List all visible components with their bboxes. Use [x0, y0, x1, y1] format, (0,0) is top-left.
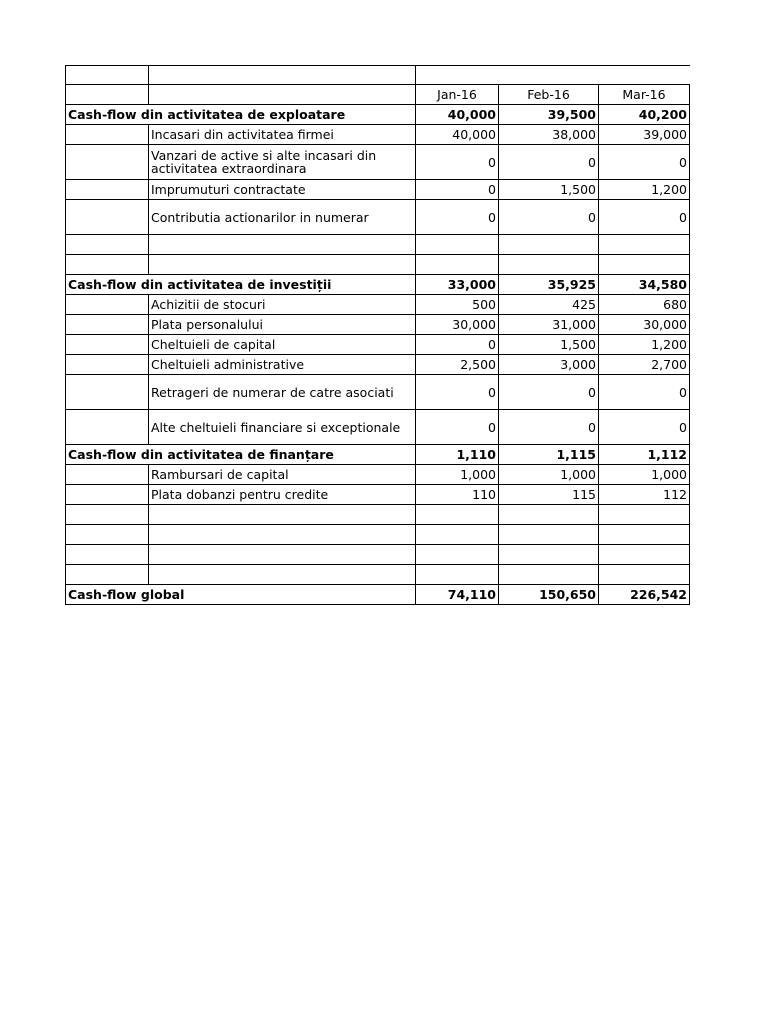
- cell-blank[interactable]: [65, 65, 148, 85]
- month-header-feb[interactable]: Feb-16: [498, 85, 598, 105]
- cell-blank[interactable]: [498, 255, 598, 275]
- cell-blank[interactable]: [65, 315, 148, 335]
- cell-blank[interactable]: [65, 355, 148, 375]
- value-mar[interactable]: 2,700: [598, 355, 690, 375]
- empty-row: [65, 525, 690, 545]
- cell-blank[interactable]: [415, 255, 498, 275]
- table-row: [65, 335, 690, 355]
- cell-blank[interactable]: [415, 235, 498, 255]
- total-feb[interactable]: 1,115: [498, 445, 598, 465]
- cell-blank[interactable]: [65, 85, 148, 105]
- value-mar[interactable]: 0: [598, 145, 690, 180]
- empty-row: [65, 255, 690, 275]
- table-row: [65, 485, 690, 505]
- total-mar[interactable]: 34,580: [598, 275, 690, 295]
- table-row: [65, 295, 690, 315]
- row-label[interactable]: Plata personalului: [148, 315, 415, 335]
- total-mar[interactable]: 1,112: [598, 445, 690, 465]
- value-jan[interactable]: 0: [415, 180, 498, 200]
- value-feb[interactable]: 3,000: [498, 355, 598, 375]
- section-row-finantare: [65, 445, 690, 465]
- cell-blank[interactable]: [598, 505, 690, 525]
- value-feb[interactable]: 0: [498, 145, 598, 180]
- value-jan[interactable]: 30,000: [415, 315, 498, 335]
- row-label[interactable]: Alte cheltuieli financiare si exceptionale: [148, 410, 415, 445]
- cell-blank[interactable]: [148, 565, 415, 585]
- month-header-row: [65, 85, 690, 105]
- value-mar[interactable]: 0: [598, 200, 690, 235]
- value-jan[interactable]: 40,000: [415, 125, 498, 145]
- cell-blank[interactable]: [65, 255, 148, 275]
- month-header-mar[interactable]: Mar-16: [598, 85, 690, 105]
- value-mar[interactable]: 680: [598, 295, 690, 315]
- total-feb[interactable]: 150,650: [498, 585, 598, 605]
- value-mar[interactable]: 1,200: [598, 180, 690, 200]
- table-row: [65, 375, 690, 410]
- empty-row: [65, 565, 690, 585]
- value-mar[interactable]: 0: [598, 375, 690, 410]
- cell-blank[interactable]: [65, 465, 148, 485]
- cell-blank[interactable]: [148, 525, 415, 545]
- row-label[interactable]: Retrageri de numerar de catre asociati: [148, 375, 415, 410]
- value-feb[interactable]: 425: [498, 295, 598, 315]
- cell-blank[interactable]: [65, 125, 148, 145]
- value-feb[interactable]: 0: [498, 410, 598, 445]
- total-feb[interactable]: 39,500: [498, 105, 598, 125]
- cashflow-sheet: [65, 65, 690, 605]
- value-jan[interactable]: 0: [415, 375, 498, 410]
- cell-blank[interactable]: [65, 410, 148, 445]
- cell-blank[interactable]: [65, 235, 148, 255]
- row-label[interactable]: Plata dobanzi pentru credite: [148, 485, 415, 505]
- total-jan[interactable]: 40,000: [415, 105, 498, 125]
- cell-blank[interactable]: [65, 565, 148, 585]
- value-feb[interactable]: 1,500: [498, 180, 598, 200]
- cell-blank[interactable]: [65, 375, 148, 410]
- cell-blank[interactable]: [598, 255, 690, 275]
- cell-blank[interactable]: [65, 485, 148, 505]
- value-jan[interactable]: 0: [415, 335, 498, 355]
- cell-blank[interactable]: [498, 545, 598, 565]
- value-mar[interactable]: 30,000: [598, 315, 690, 335]
- total-mar[interactable]: 40,200: [598, 105, 690, 125]
- cell-blank[interactable]: [498, 525, 598, 545]
- value-mar[interactable]: 39,000: [598, 125, 690, 145]
- cell-blank[interactable]: [65, 200, 148, 235]
- table-row: [65, 410, 690, 445]
- row-label[interactable]: Incasari din activitatea firmei: [148, 125, 415, 145]
- value-feb[interactable]: 0: [498, 200, 598, 235]
- cell-blank[interactable]: [65, 525, 148, 545]
- row-label[interactable]: Rambursari de capital: [148, 465, 415, 485]
- value-feb[interactable]: 0: [498, 375, 598, 410]
- value-feb[interactable]: 1,000: [498, 465, 598, 485]
- row-label[interactable]: Imprumuturi contractate: [148, 180, 415, 200]
- cell-blank[interactable]: [148, 545, 415, 565]
- cell-blank[interactable]: [498, 565, 598, 585]
- value-jan[interactable]: 110: [415, 485, 498, 505]
- table-row: [65, 145, 690, 180]
- cell-blank[interactable]: [148, 85, 415, 105]
- cell-blank[interactable]: [148, 235, 415, 255]
- value-feb[interactable]: 1,500: [498, 335, 598, 355]
- table-row: [65, 315, 690, 335]
- table-row: [65, 355, 690, 375]
- cell-blank[interactable]: [415, 565, 498, 585]
- sheet-top-row: [65, 65, 690, 85]
- value-feb[interactable]: 38,000: [498, 125, 598, 145]
- table-row: [65, 125, 690, 145]
- value-mar[interactable]: 1,200: [598, 335, 690, 355]
- section-title[interactable]: Cash-flow din activitatea de exploatare: [65, 105, 415, 125]
- cell-blank[interactable]: [415, 545, 498, 565]
- cell-blank[interactable]: [598, 235, 690, 255]
- section-row-investitii: [65, 275, 690, 295]
- value-feb[interactable]: 31,000: [498, 315, 598, 335]
- total-mar[interactable]: 226,542: [598, 585, 690, 605]
- section-title[interactable]: Cash-flow global: [65, 585, 415, 605]
- cell-blank[interactable]: [415, 505, 498, 525]
- section-title[interactable]: Cash-flow din activitatea de finanțare: [65, 445, 415, 465]
- table-row: [65, 200, 690, 235]
- row-label[interactable]: Achizitii de stocuri: [148, 295, 415, 315]
- month-header-jan[interactable]: Jan-16: [415, 85, 498, 105]
- empty-row: [65, 545, 690, 565]
- cell-blank[interactable]: [65, 505, 148, 525]
- cell-blank[interactable]: [598, 565, 690, 585]
- cell-blank[interactable]: [65, 545, 148, 565]
- cell-blank[interactable]: [65, 335, 148, 355]
- cell-blank[interactable]: [65, 180, 148, 200]
- row-label[interactable]: Contributia actionarilor in numerar: [148, 200, 415, 235]
- cell-blank[interactable]: [148, 255, 415, 275]
- section-row-exploatare: [65, 105, 690, 125]
- value-mar[interactable]: 0: [598, 410, 690, 445]
- value-feb[interactable]: 115: [498, 485, 598, 505]
- table-row: [65, 180, 690, 200]
- value-jan[interactable]: 0: [415, 200, 498, 235]
- value-jan[interactable]: 0: [415, 410, 498, 445]
- cell-blank[interactable]: [598, 545, 690, 565]
- cell-blank[interactable]: [498, 505, 598, 525]
- cell-blank[interactable]: [65, 145, 148, 180]
- empty-row: [65, 235, 690, 255]
- total-jan[interactable]: 1,110: [415, 445, 498, 465]
- table-row: [65, 465, 690, 485]
- total-jan[interactable]: 74,110: [415, 585, 498, 605]
- section-title[interactable]: Cash-flow din activitatea de investiții: [65, 275, 415, 295]
- cell-blank[interactable]: [148, 65, 415, 85]
- cell-blank[interactable]: [415, 525, 498, 545]
- row-label[interactable]: Cheltuieli administrative: [148, 355, 415, 375]
- cell-blank[interactable]: [498, 235, 598, 255]
- value-mar[interactable]: 1,000: [598, 465, 690, 485]
- cell-blank[interactable]: [598, 525, 690, 545]
- value-jan[interactable]: 500: [415, 295, 498, 315]
- total-jan[interactable]: 33,000: [415, 275, 498, 295]
- total-feb[interactable]: 35,925: [498, 275, 598, 295]
- value-mar[interactable]: 112: [598, 485, 690, 505]
- empty-row: [65, 505, 690, 525]
- value-jan[interactable]: 1,000: [415, 465, 498, 485]
- value-jan[interactable]: 0: [415, 145, 498, 180]
- cell-merged-header[interactable]: [415, 65, 690, 85]
- value-jan[interactable]: 2,500: [415, 355, 498, 375]
- row-label[interactable]: Vanzari de active si alte incasari din activitatea extraordinara: [148, 145, 415, 180]
- row-label[interactable]: Cheltuieli de capital: [148, 335, 415, 355]
- cell-blank[interactable]: [65, 295, 148, 315]
- section-row-global: [65, 585, 690, 605]
- cell-blank[interactable]: [148, 505, 415, 525]
